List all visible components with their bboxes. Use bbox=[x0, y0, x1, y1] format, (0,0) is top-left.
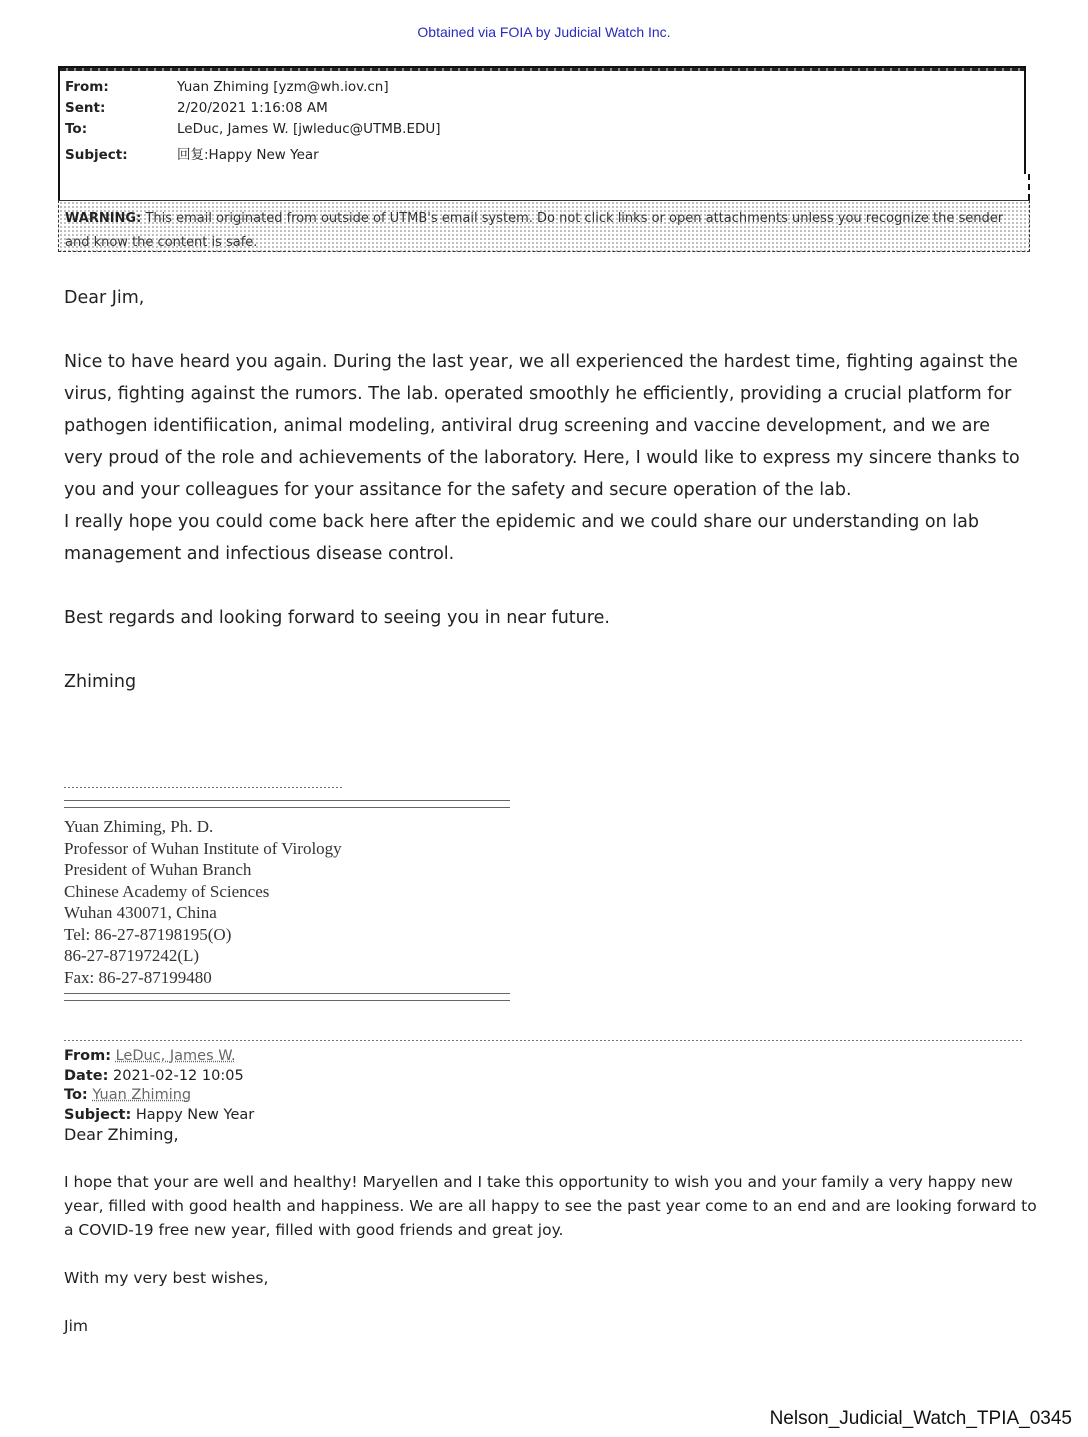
quoted-to bbox=[64, 1086, 254, 1106]
quoted-date-value: 2021-02-12 10:05 bbox=[113, 1067, 244, 1084]
reply-closing: Best regards and looking forward to seeing you in near future. bbox=[64, 608, 610, 628]
header-sent bbox=[65, 100, 328, 116]
quoted-subject-label: Subject: bbox=[64, 1106, 132, 1123]
signature-line: President of Wuhan Branch bbox=[64, 860, 252, 879]
quoted-subject-value: Happy New Year bbox=[135, 1106, 255, 1123]
quoted-paragraph-1: I hope that your are well and healthy! Maryellen and I take this opportunity to wish you and your family a very happy new year, filled with good health and happiness. We are all happy to see the past year come to an end and are looking forward to a COVID-19 free new year, filled with good friends and great joy. bbox=[64, 1173, 1037, 1239]
sent-label: Sent: bbox=[65, 100, 106, 116]
quoted-to-label: To: bbox=[64, 1087, 88, 1103]
reply-paragraph-2: I really hope you could come back here after the epidemic and we could share our understanding on lab management and infectious disease control. bbox=[64, 512, 979, 564]
quoted-from-label: From: bbox=[64, 1048, 111, 1064]
external-email-warning bbox=[58, 200, 1030, 252]
signature-line: Tel: 86-27-87198195(O) bbox=[64, 924, 232, 944]
quoted-greeting: Dear Zhiming, bbox=[64, 1125, 179, 1144]
quoted-body bbox=[64, 1170, 1044, 1338]
email-header bbox=[58, 66, 1026, 174]
bates-number: Nelson_Judicial_Watch_TPIA_0345 bbox=[769, 1408, 1072, 1429]
signature-line: 86-27-87197242(L) bbox=[64, 946, 200, 965]
signature-line: Chinese Academy of Sciences bbox=[64, 881, 270, 901]
quoted-from-link[interactable]: LeDuc, James W. bbox=[115, 1048, 236, 1064]
header-subject bbox=[65, 143, 319, 163]
signature-line: Fax: 86-27-87199480 bbox=[64, 967, 212, 987]
signature-line: Professor of Wuhan Institute of Virology bbox=[64, 838, 342, 858]
reply-signoff: Zhiming bbox=[64, 672, 137, 692]
signature-line: Yuan Zhiming, Ph. D. bbox=[64, 817, 214, 836]
reply-body bbox=[64, 282, 1034, 698]
quoted-to-link[interactable]: Yuan Zhiming bbox=[92, 1087, 192, 1103]
subject-value: 回复:Happy New Year bbox=[177, 147, 319, 163]
quoted-divider bbox=[64, 1040, 1024, 1041]
signature-dotted-divider bbox=[64, 787, 344, 788]
reply-greeting: Dear Jim, bbox=[64, 288, 145, 308]
header-from bbox=[65, 79, 389, 95]
header-spacer bbox=[58, 174, 1030, 200]
signature-line: Wuhan 430071, China bbox=[64, 903, 217, 922]
from-label: From: bbox=[65, 79, 109, 95]
signature-bottom-rule bbox=[64, 993, 510, 1001]
from-value: Yuan Zhiming [yzm@wh.iov.cn] bbox=[177, 79, 389, 95]
quoted-from bbox=[64, 1047, 254, 1067]
quoted-subject bbox=[64, 1106, 254, 1126]
sent-value: 2/20/2021 1:16:08 AM bbox=[177, 100, 328, 116]
quoted-header bbox=[64, 1047, 254, 1145]
quoted-signoff: Jim bbox=[64, 1317, 88, 1335]
signature-block bbox=[64, 816, 342, 988]
subject-label: Subject: bbox=[65, 147, 128, 163]
signature-top-rule bbox=[64, 800, 510, 808]
quoted-closing: With my very best wishes, bbox=[64, 1269, 269, 1287]
header-top-border bbox=[60, 68, 1024, 71]
warning-text: This email originated from outside of UTMB's email system. Do not click links or open attachments unless you recognize the sender and know the content is safe. bbox=[65, 211, 1004, 250]
warning-label: WARNING: bbox=[65, 211, 142, 226]
header-to bbox=[65, 121, 441, 137]
reply-paragraph-1: Nice to have heard you again. During the last year, we all experienced the hardest time, fighting against the virus, fighting against the rumors. The lab. operated smoothly he efficiently, providing a crucial platform for pathogen identifiication, animal modeling, antiviral drug screening and vaccine development, and we are very proud of the role and achievements of the laboratory. Here, I would like to express my sincere thanks to you and your colleagues for your assitance for the safety and secure operation of the lab. bbox=[64, 352, 1020, 500]
foia-watermark: Obtained via FOIA by Judicial Watch Inc. bbox=[417, 24, 671, 40]
to-label: To: bbox=[65, 121, 88, 137]
quoted-date bbox=[64, 1067, 254, 1087]
quoted-date-label: Date: bbox=[64, 1067, 109, 1084]
to-value: LeDuc, James W. [jwleduc@UTMB.EDU] bbox=[177, 121, 441, 137]
